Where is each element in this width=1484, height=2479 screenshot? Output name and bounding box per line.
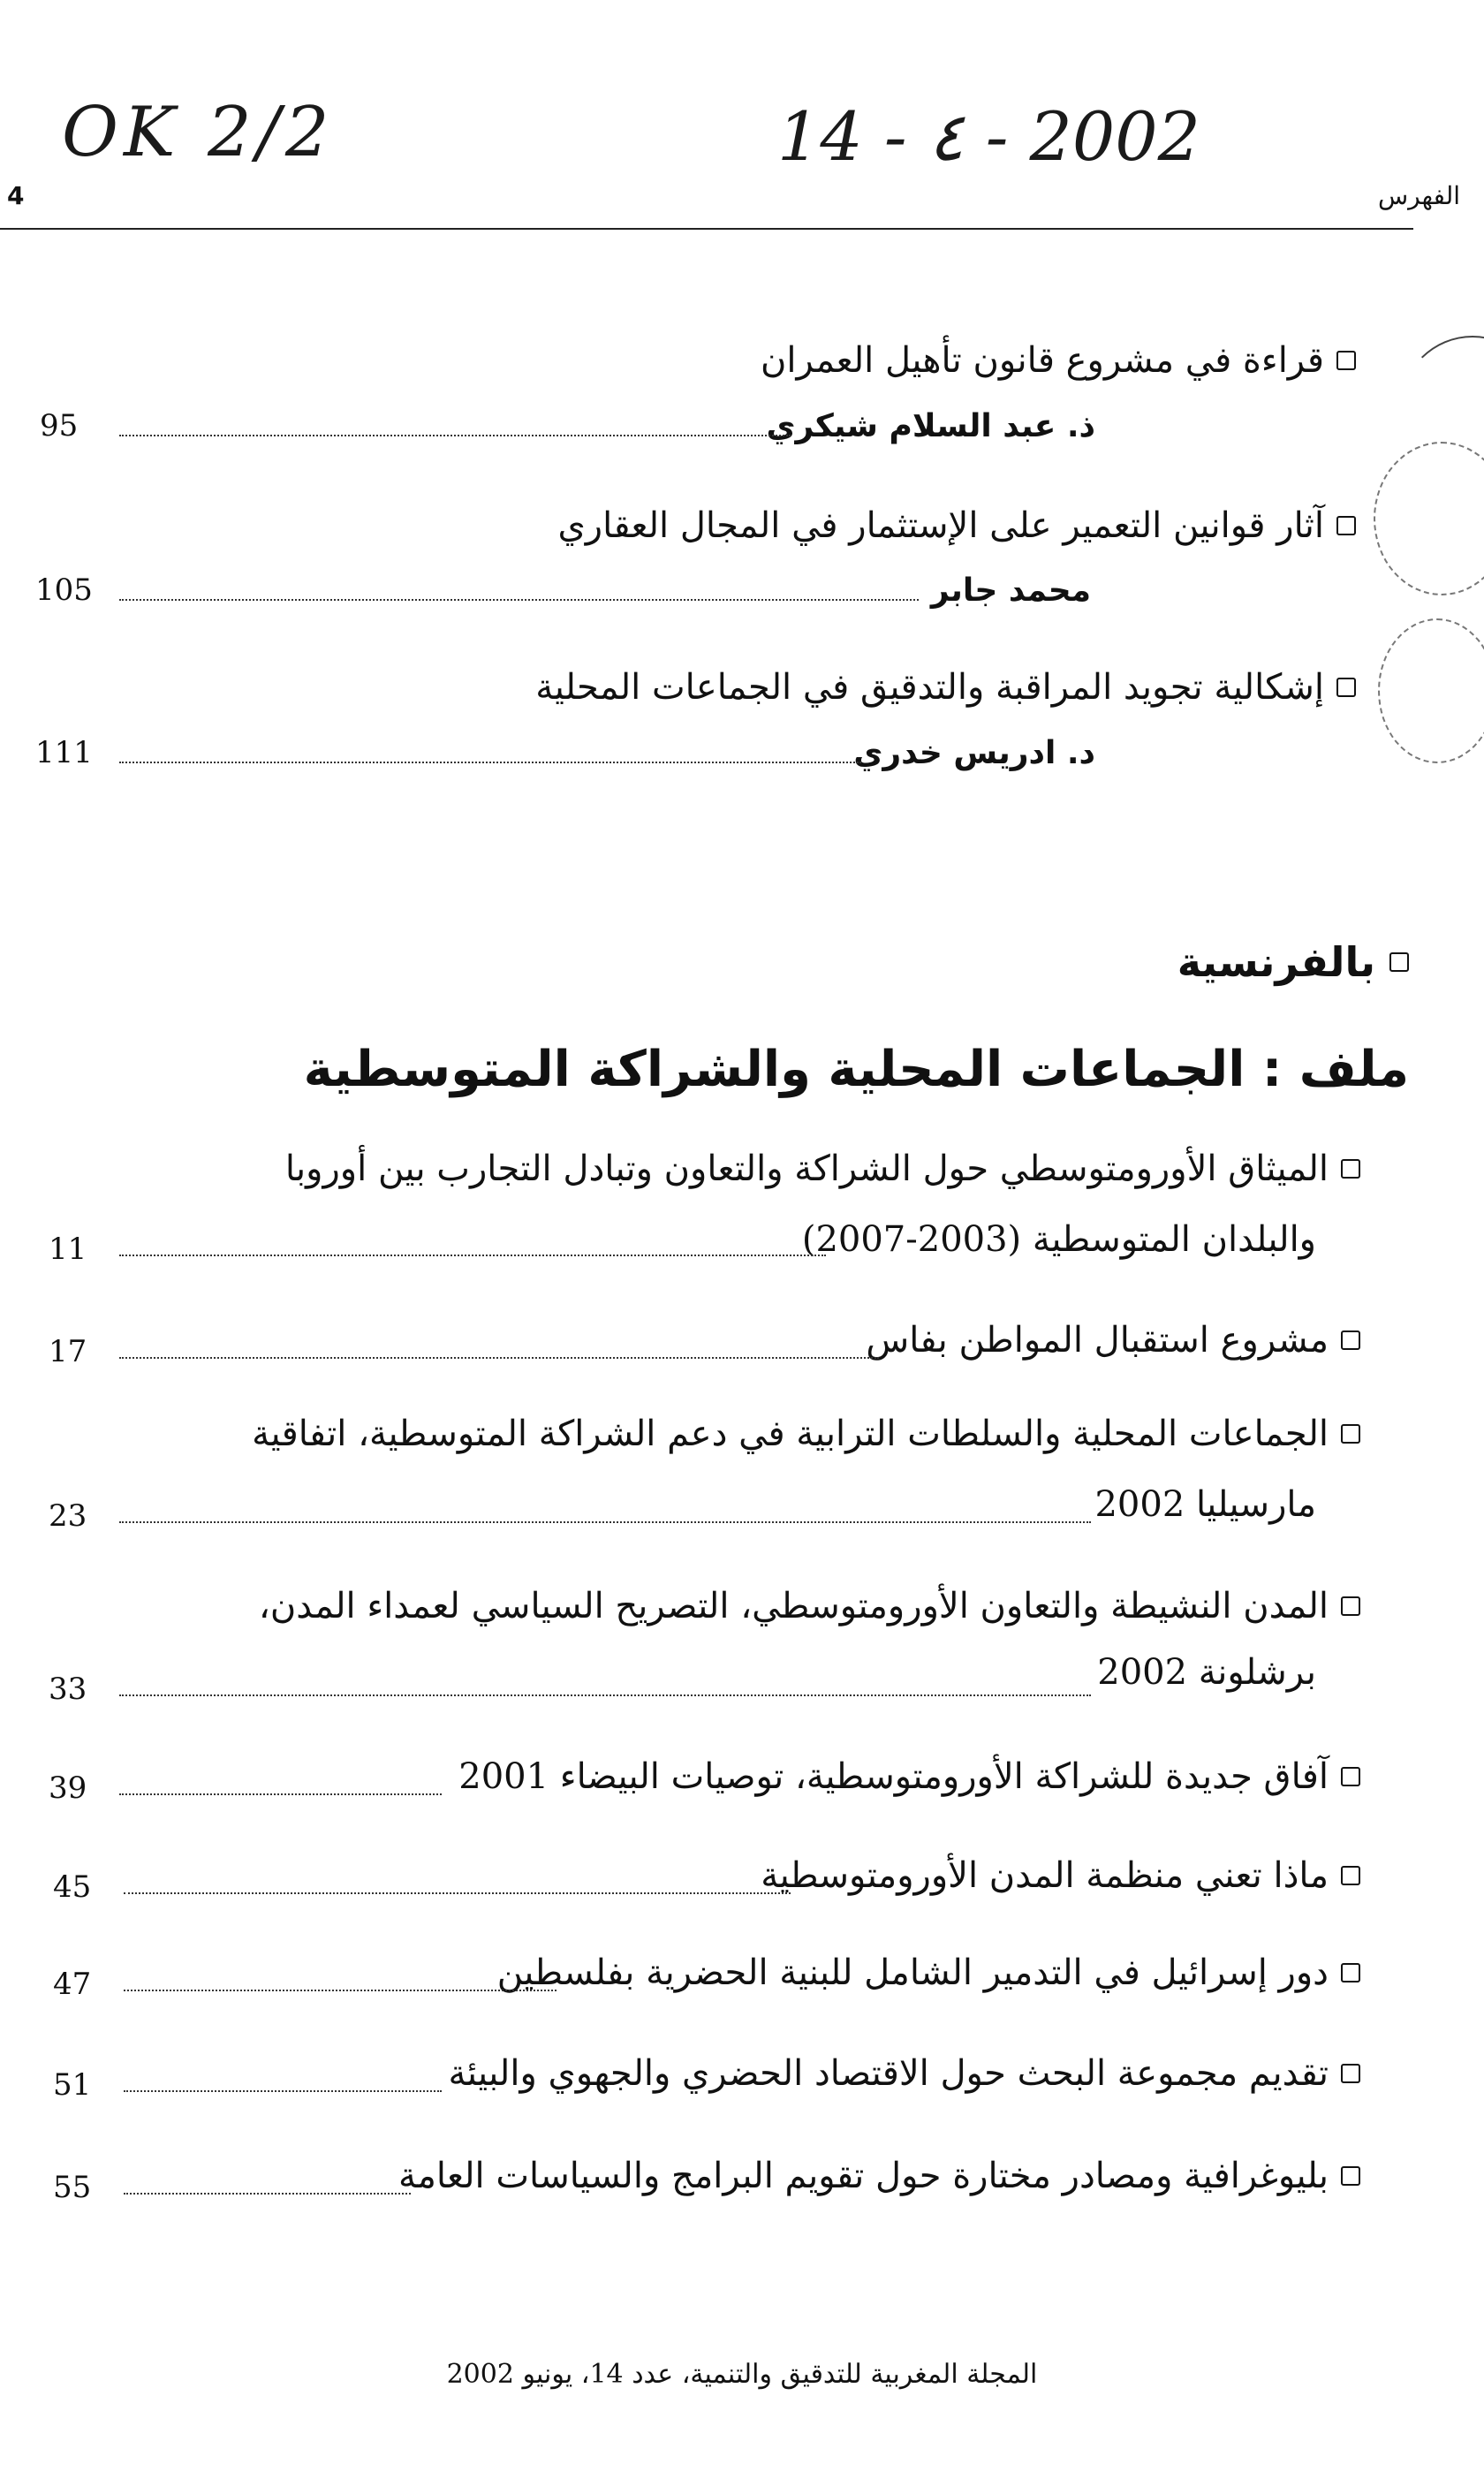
entry-page: 17 — [49, 1334, 87, 1369]
stamp-mark — [1378, 618, 1484, 763]
entry-title: إشكالية تجويد المراقبة والتدقيق في الجماعات المحلية — [535, 667, 1324, 708]
checkbox-icon — [1341, 1424, 1360, 1444]
section-heading — [1177, 938, 1409, 986]
entry-title: بليوغرافية ومصادر مختارة حول تقويم البرامج والسياسات العامة — [398, 2156, 1329, 2196]
checkbox-icon — [1341, 1330, 1360, 1350]
entry-title: آفاق جديدة للشراكة الأورومتوسطية، توصيات البيضاء 2001 — [458, 1756, 1329, 1797]
dot-leader — [119, 1793, 442, 1795]
checkbox-icon — [1341, 1963, 1360, 1982]
entry-title: مشروع استقبال المواطن بفاس — [866, 1320, 1329, 1361]
checkbox-icon — [1341, 1596, 1360, 1616]
dot-leader — [124, 2090, 442, 2092]
checkbox-icon — [1341, 2166, 1360, 2186]
checkbox-icon — [1341, 1767, 1360, 1786]
entry-title: المدن النشيطة والتعاون الأورومتوسطي، التصريح السياسي لعمداء المدن، — [258, 1586, 1329, 1626]
dot-leader — [119, 1357, 879, 1359]
handwritten-note-left: OK 2/2 — [62, 93, 335, 172]
entry-page: 55 — [53, 2170, 92, 2205]
entry-title: تقديم مجموعة البحث حول الاقتصاد الحضري والجهوي والبيئة — [448, 2053, 1329, 2094]
entry-title: ماذا تعني منظمة المدن الأورومتوسطية — [761, 1855, 1329, 1896]
dossier-title: ملف : الجماعات المحلية والشراكة المتوسطية — [303, 1041, 1409, 1098]
entry-page: 39 — [49, 1770, 87, 1806]
entry-author: د. ادريس خدري — [853, 735, 1095, 771]
dot-leader — [119, 762, 861, 763]
stamp-mark — [1374, 442, 1484, 595]
entry-title-continued: والبلدان المتوسطية (2003-2007) — [801, 1219, 1316, 1260]
checkbox-icon — [1336, 678, 1356, 697]
entry-page: 45 — [53, 1869, 92, 1905]
entry-page: 23 — [49, 1498, 87, 1534]
entry-title: قراءة في مشروع قانون تأهيل العمران — [760, 340, 1324, 381]
entry-page: 111 — [35, 735, 93, 770]
checkbox-icon — [1341, 1866, 1360, 1885]
entry-page: 47 — [53, 1967, 92, 2002]
entry-title: الميثاق الأورومتوسطي حول الشراكة والتعاون وتبادل التجارب بين أوروبا — [284, 1149, 1329, 1189]
checkbox-icon — [1336, 351, 1356, 370]
header-page-number: 4 — [7, 181, 25, 210]
dot-leader — [124, 1990, 556, 1991]
entry-page: 33 — [49, 1672, 87, 1707]
entry-title: الجماعات المحلية والسلطات الترابية في دعم الشراكة المتوسطية، اتفاقية — [252, 1414, 1329, 1454]
dot-leader — [119, 1694, 1091, 1696]
dot-leader — [119, 1255, 826, 1256]
entry-page: 51 — [53, 2067, 92, 2103]
dot-leader — [119, 599, 919, 601]
header-section-title: الفهرس — [1378, 181, 1461, 210]
entry-author: ذ. عبد السلام شيكري — [766, 408, 1095, 444]
entry-title: دور إسرائيل في التدمير الشامل للبنية الحضرية بفلسطين — [496, 1952, 1329, 1993]
dot-leader — [119, 435, 791, 436]
entry-title: آثار قوانين التعمير على الإستثمار في المجال العقاري — [557, 505, 1324, 546]
dot-leader — [119, 1521, 1091, 1523]
header-rule — [0, 228, 1413, 230]
checkbox-icon — [1341, 1159, 1360, 1179]
entry-page: 105 — [35, 572, 93, 608]
journal-footer: المجلة المغربية للتدقيق والتنمية، عدد 14، يونيو 2002 — [446, 2359, 1038, 2390]
checkbox-icon — [1341, 2064, 1360, 2083]
section-heading-text: بالفرنسية — [1177, 938, 1375, 986]
dot-leader — [124, 1892, 791, 1894]
entry-page: 11 — [49, 1232, 87, 1267]
dot-leader — [124, 2193, 411, 2195]
entry-title-continued: مارسيليا 2002 — [1094, 1484, 1316, 1525]
checkbox-icon — [1389, 952, 1409, 972]
checkbox-icon — [1336, 516, 1356, 535]
entry-author: محمد جابر — [930, 572, 1091, 609]
handwritten-date: 14 - ٤ - 2002 — [777, 97, 1200, 176]
entry-page: 95 — [40, 408, 79, 443]
entry-title-continued: برشلونة 2002 — [1097, 1652, 1316, 1693]
